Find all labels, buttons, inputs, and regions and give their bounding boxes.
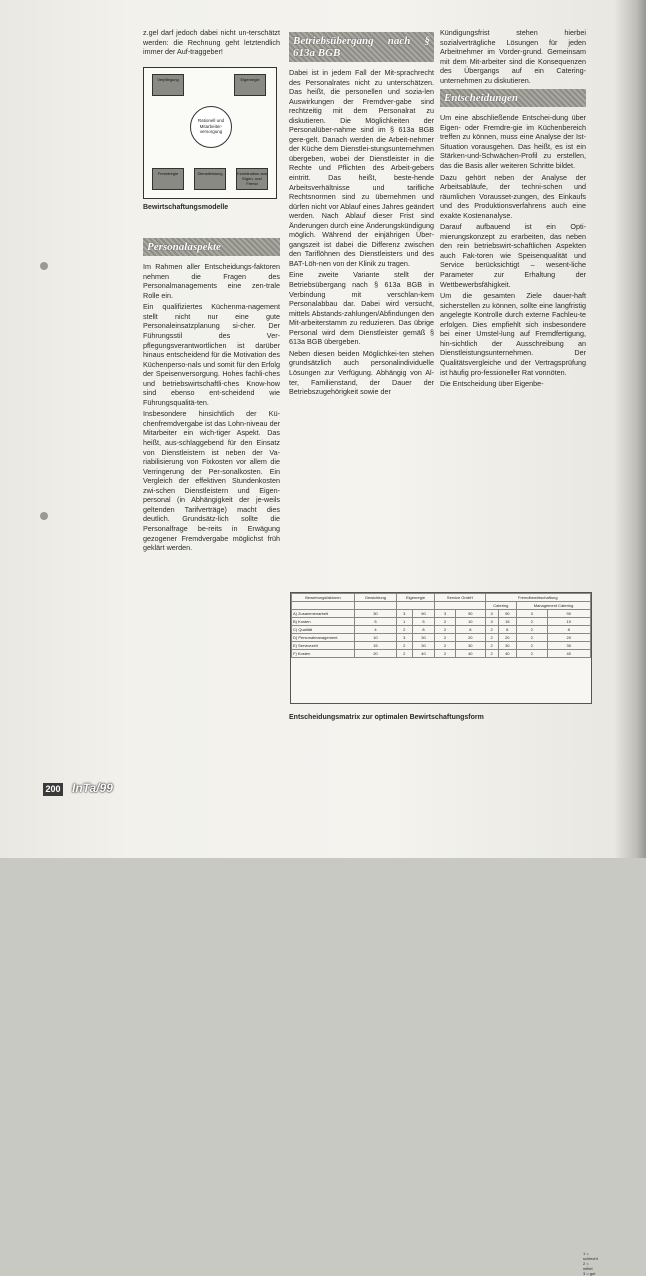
matrix-row-label: D) Personalmanagement (292, 634, 355, 642)
matrix-cell: 40 (412, 650, 435, 658)
matrix-cell: 8 (547, 626, 591, 634)
matrix-cell: 2 (435, 626, 456, 634)
matrix-cell: 40 (456, 650, 486, 658)
matrix-body (292, 610, 591, 658)
section-heading-betriebsuebergang: Betriebsübergang nach § 613a BGB (289, 32, 434, 62)
matrix-legend (583, 1251, 598, 1276)
matrix-empty (292, 602, 355, 610)
matrix-header: Service GmbH (435, 594, 485, 602)
matrix-cell: 40 (498, 650, 516, 658)
matrix-cell: 20 (498, 634, 516, 642)
diagram-caption: Bewirtschaftungsmodelle (143, 203, 229, 211)
diagram-box-3: Fremdregie (152, 168, 184, 190)
diagram-box-2: Eigenregie (234, 74, 266, 96)
matrix-header: Gewichtung (355, 594, 397, 602)
matrix-cell: 20 (456, 634, 486, 642)
matrix-cell: 90 (412, 610, 435, 618)
matrix-cell: 3 (396, 610, 412, 618)
journal-logo: InTa/99 (72, 781, 113, 795)
paragraph: Die Entscheidung über Eigenbe- (440, 379, 544, 389)
column-right (440, 28, 586, 391)
matrix-row (292, 610, 591, 618)
column-left (143, 28, 280, 555)
matrix-caption: Entscheidungsmatrix zur optimalen Bewirtschaftungsform (289, 714, 484, 721)
matrix-subheader: Catering (485, 602, 516, 610)
paragraph: Eine zweite Variante stellt der Betriebsübergang nach § 613a BGB in Verbindung mit verschlan-kem Personalabbau dar. Dabei wird versucht, mittels Abstands-zahlungen/Abfindungen den Mit-arbeiterstamm zu reduzieren. Das übrige Personal wird dem Dienstleister gemäß § 613a BGB übergeben. (289, 270, 434, 347)
paragraph: Um die gesamten Ziele dauer-haft sicherstellen zu können, sollte eine langfristig angelegte Kontrolle durch externe Fachleu-te erfolgen. Dies empfiehlt sich insbesondere bei einer Umstel-lung auf Fremdfertigung, hin-sichtlich der Ausschreibung an Dienstleistungsunternehmen. Der Qualitätsvergleiche und der Vertragsprüfung ist häufig pro-fessioneller Rat vonnöten. (440, 291, 586, 377)
page-number: 200 (43, 783, 63, 796)
matrix-cell: 8 (412, 626, 435, 634)
column-middle (289, 28, 434, 399)
matrix-cell: 2 (396, 650, 412, 658)
punch-hole (40, 262, 48, 270)
legend-item: 2 = mittel (583, 1261, 593, 1271)
paragraph: Dabei ist in jedem Fall der Mit-sprachrecht des Personalrates nicht zu unterschätzen. Das heißt, die personellen und sozia-len Auswirkungen der Fremdver-gabe sind rechtzeitig mit dem Personalrat zu diskutieren. Die Möglichkeiten der Personalüber-nahme sind im § 613a BGB gere-gelt. Danach werden die Arbeit-nehmer der Küche dem Dienstlei-stungsunternehmen übergeben, wobei der Dienstleister in die Rechte und Pflichten des Arbeit-gebers eintritt. Das heißt, beste-hende Arbeitsverhältnisse und tarifliche Rechtsnormen sind zu übernehmen und dürfen nicht vor Ablauf eines Jahres geändert werden. Nach Ablauf dieser Frist sind Änderungen durch eine Änderungskündigung möglich. Während der einjährigen Über-gangszeit ist dabei die Differenz zwischen den Tariflöhnen des Dienstleisters und des BAT-Löh-nen von der Klinik zu tragen. (289, 68, 434, 268)
matrix-cell: 30 (355, 610, 397, 618)
matrix-cell: 2 (396, 642, 412, 650)
diagram-box-1: Verpflegung (152, 74, 184, 96)
paragraph: Darauf aufbauend ist ein Opti-mierungskonzept zu erarbeiten, das neben den rein betriebswirt-schaftlichen Aspekten auch Fak-toren wie Speisenqualität und Service berücksichtigt – wesent-liche Parameter zur Erhaltung der Wettbewerbsfähigkeit. (440, 222, 586, 289)
matrix-cell: 40 (547, 650, 591, 658)
bewirtschaftung-diagram (143, 67, 277, 199)
matrix-cell: 10 (547, 618, 591, 626)
matrix-cell: 8 (498, 626, 516, 634)
matrix-cell: 90 (456, 610, 486, 618)
matrix-cell: 2 (517, 626, 547, 634)
punch-hole (40, 512, 48, 520)
paragraph: Insbesondere hinsichtlich der Kü-chenfremdvergabe ist das Lohn-niveau der Mitarbeiter ein wich-tiger Aspekt. Das heißt, aus-schlaggebend für den Einsatz von Dienstleistern ist neben der Va-riabilisierung von Fixkosten vor allem die Verringerung der Per-sonalkosten. Ein Vergleich der effektiven Stundenkosten zwi-schen Dienstleistern und Eigen-personal (in Abhängigkeit der je-weils geltenden Tarifverträge) macht dies deutlich. Grundsätz-lich sollte die Personalfrage be-reits in Erwägung gezogener Fremdvergabe möglichst früh geklärt werden. (143, 409, 280, 553)
matrix-row (292, 618, 591, 626)
matrix-cell: 2 (517, 634, 547, 642)
paragraph: Ein qualifiziertes Küchenma-nagement stellt nicht nur eine gute Personaleinsatzplanung si-cher. Der Führungsstil des Ver-pflegungsverantwortlichen ist darüber hinaus entscheidend für die Motivation des Küchenperso-nals und somit für den Erfolg der Speisenversorgung. Hohes fachli-ches und betriebswirtschaftli-ches Know-how sind ebenso ent-scheidend wie Führungsqualitä-ten. (143, 302, 280, 407)
matrix-row-label: E) Servicezeit (292, 642, 355, 650)
matrix-cell: 4 (355, 626, 397, 634)
matrix-cell: 2 (485, 634, 498, 642)
paragraph: Um eine abschließende Entschei-dung über Eigen- oder Fremdre-gie im Küchenbereich treffen zu können, muss eine Analyse der Ist-Situation vorausgehen. Das heißt, es ist ein Stärken-und-Schwächen-Profil zu erstellen, das die Basis aller weiteren Schritte bildet. (440, 113, 586, 171)
section-heading-personalaspekte: Personalaspekte (143, 238, 280, 256)
matrix-cell: 8 (456, 626, 486, 634)
matrix-row (292, 634, 591, 642)
matrix-subheader: Management Catering (517, 602, 591, 610)
matrix-cell: 2 (435, 650, 456, 658)
matrix-cell: 2 (435, 634, 456, 642)
matrix-cell: 2 (485, 650, 498, 658)
paragraph: Kündigungsfrist stehen hierbei sozialverträgliche Lösungen für jeden Arbeitnehmer im Vorder-grund. Gemeinsam mit dem Mit-arbeiter sind die Konsequenzen des Übergangs auf ein Catering-unternehmen zu diskutieren. (440, 28, 586, 85)
diagram-box-4: Dienstleistung (194, 168, 226, 190)
matrix-cell: 10 (456, 618, 486, 626)
paragraph: Im Rahmen aller Entscheidungs-faktoren nehmen die Fragen des Personalmanagements eine zen-trale Rolle ein. (143, 262, 280, 300)
matrix-cell: 5 (355, 618, 397, 626)
matrix-empty (396, 602, 434, 610)
paragraph: Dazu gehört neben der Analyse der Arbeitsabläufe, der techni-schen und räumlichen Vorausset-zungen, des Einkaufs und des Produktionsverfahrens auch eine exakte Kostenanalyse. (440, 172, 586, 220)
legend-item: 1 = schlecht (583, 1251, 598, 1261)
matrix-cell: 5 (412, 618, 435, 626)
matrix-header: Fremdbewirtschaftung (485, 594, 590, 602)
diagram-box-5: Kombination aus Eigen- und Fremd (236, 168, 268, 190)
matrix-cell: 15 (355, 642, 397, 650)
matrix-table (291, 593, 591, 658)
matrix-header: Bewertungsfaktoren (292, 594, 355, 602)
matrix-cell: 3 (517, 610, 547, 618)
matrix-cell: 3 (485, 610, 498, 618)
matrix-cell: 20 (547, 634, 591, 642)
matrix-cell: 2 (435, 642, 456, 650)
matrix-cell: 30 (412, 634, 435, 642)
matrix-cell: 30 (498, 642, 516, 650)
matrix-cell: 2 (485, 642, 498, 650)
matrix-row (292, 626, 591, 634)
matrix-cell: 30 (547, 642, 591, 650)
section-heading-entscheidungen: Entscheidungen (440, 89, 586, 107)
matrix-row (292, 650, 591, 658)
matrix-cell: 2 (396, 626, 412, 634)
matrix-empty (355, 602, 397, 610)
matrix-cell: 90 (547, 610, 591, 618)
paragraph: Neben diesen beiden Möglichkei-ten stehen grundsätzlich auch personalindividuelle Lösungen zur Verfügung. Abhängig von Al-ter, Familienstand, der Dauer der Betriebszugehörigkeit sowie der (289, 348, 434, 397)
matrix-cell: 2 (517, 650, 547, 658)
matrix-cell: 3 (435, 610, 456, 618)
matrix-row-label: F) Kosten (292, 650, 355, 658)
matrix-cell: 2 (517, 618, 547, 626)
matrix-row (292, 642, 591, 650)
matrix-row-label: A) Zusammenarbeit (292, 610, 355, 618)
matrix-cell: 1 (396, 618, 412, 626)
matrix-cell: 3 (485, 618, 498, 626)
matrix-row-label: C) Qualität (292, 626, 355, 634)
matrix-cell: 90 (498, 610, 516, 618)
matrix-cell: 15 (498, 618, 516, 626)
matrix-cell: 10 (355, 634, 397, 642)
matrix-cell: 2 (485, 626, 498, 634)
matrix-empty (435, 602, 485, 610)
matrix-header: Eigenregie (396, 594, 434, 602)
matrix-cell: 30 (412, 642, 435, 650)
matrix-cell: 2 (435, 618, 456, 626)
matrix-cell: 3 (396, 634, 412, 642)
matrix-cell: 30 (456, 642, 486, 650)
diagram-center: Rationell und Mitarbeiter-versorgung (190, 106, 232, 148)
matrix-cell: 20 (355, 650, 397, 658)
matrix-cell: 2 (517, 642, 547, 650)
matrix-row-label: B) Kosten (292, 618, 355, 626)
binding-shadow (614, 0, 646, 858)
legend-item: 3 = gut (583, 1271, 596, 1276)
intro-paragraph: z.gel darf jedoch dabei nicht un-terschätzt werden: die Rechnung geht letztendlich immer der Auf-traggeber! (143, 28, 280, 57)
